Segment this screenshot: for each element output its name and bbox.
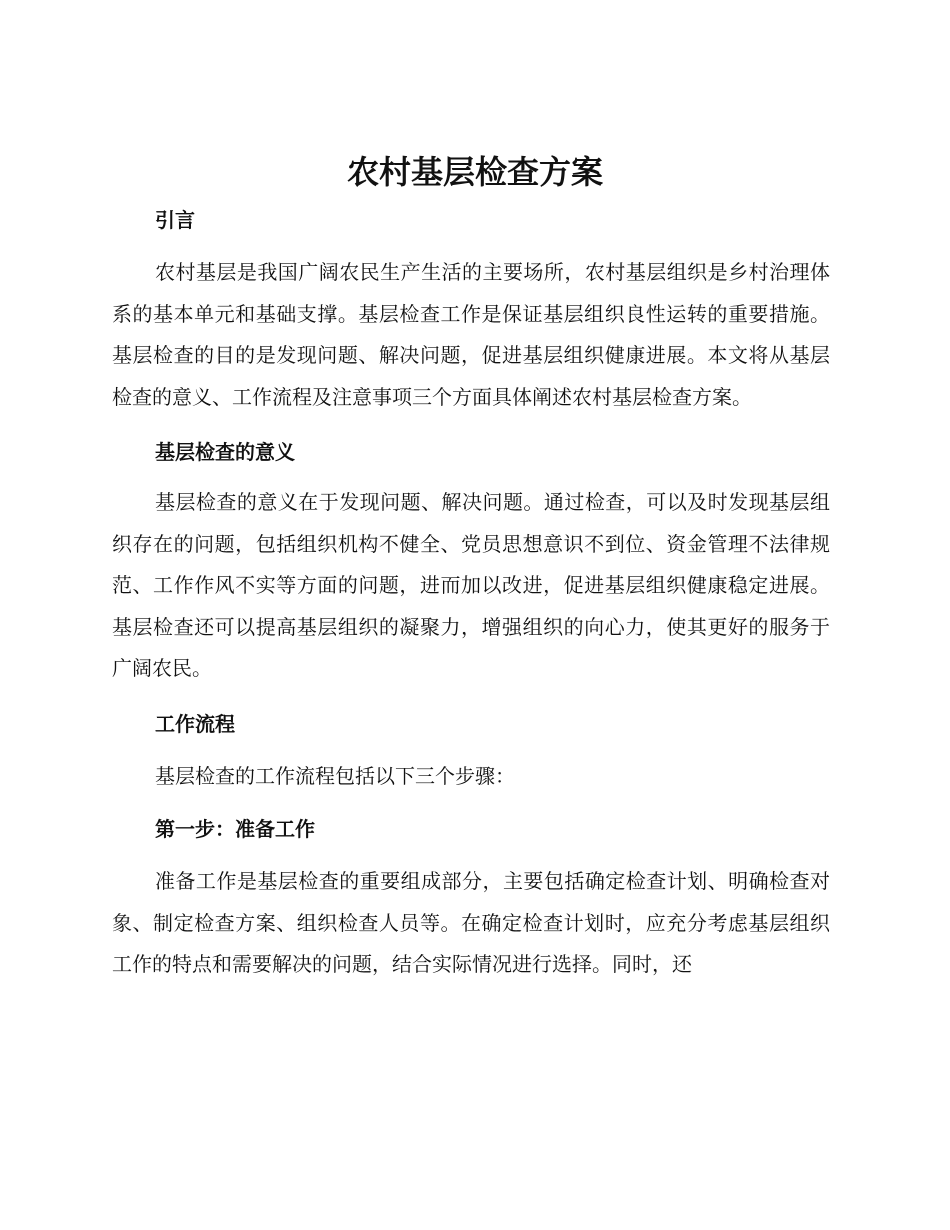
section-paragraph-step1: 准备工作是基层检查的重要组成部分，主要包括确定检查计划、明确检查对象、制定检查方案、组织检查人员等。在确定检查计划时，应充分考虑基层组织工作的特点和需要解决的问题，结合实际情况进行选择。同时，还 <box>112 869 830 976</box>
section-paragraph-intro: 农村基层是我国广阔农民生产生活的主要场所，农村基层组织是乡村治理体系的基本单元和基础支撑。基层检查工作是保证基层组织良性运转的重要措施。基层检查的目的是发现问题、解决问题，促进基层组织健康进展。本文将从基层检查的意义、工作流程及注意事项三个方面具体阐述农村基层检查方案。 <box>112 260 830 409</box>
section-heading-meaning: 基层检查的意义 <box>155 440 295 464</box>
section-paragraph-meaning: 基层检查的意义在于发现问题、解决问题。通过检查，可以及时发现基层组织存在的问题，包括组织机构不健全、党员思想意识不到位、资金管理不法律规范、工作作风不实等方面的问题，进而加以改进，促进基层组织健康稳定进展。基层检查还可以提高基层组织的凝聚力，增强组织的向心力，使其更好的服务于广阔农民。 <box>112 490 830 680</box>
section-paragraph-workflow: 基层检查的工作流程包括以下三个步骤： <box>155 763 515 788</box>
section-heading-workflow: 工作流程 <box>155 711 235 736</box>
document-body <box>112 200 830 986</box>
document-title: 农村基层检查方案 <box>346 153 603 191</box>
section-heading-step1: 第一步：准备工作 <box>155 817 315 841</box>
section-heading-intro: 引言 <box>155 208 195 232</box>
